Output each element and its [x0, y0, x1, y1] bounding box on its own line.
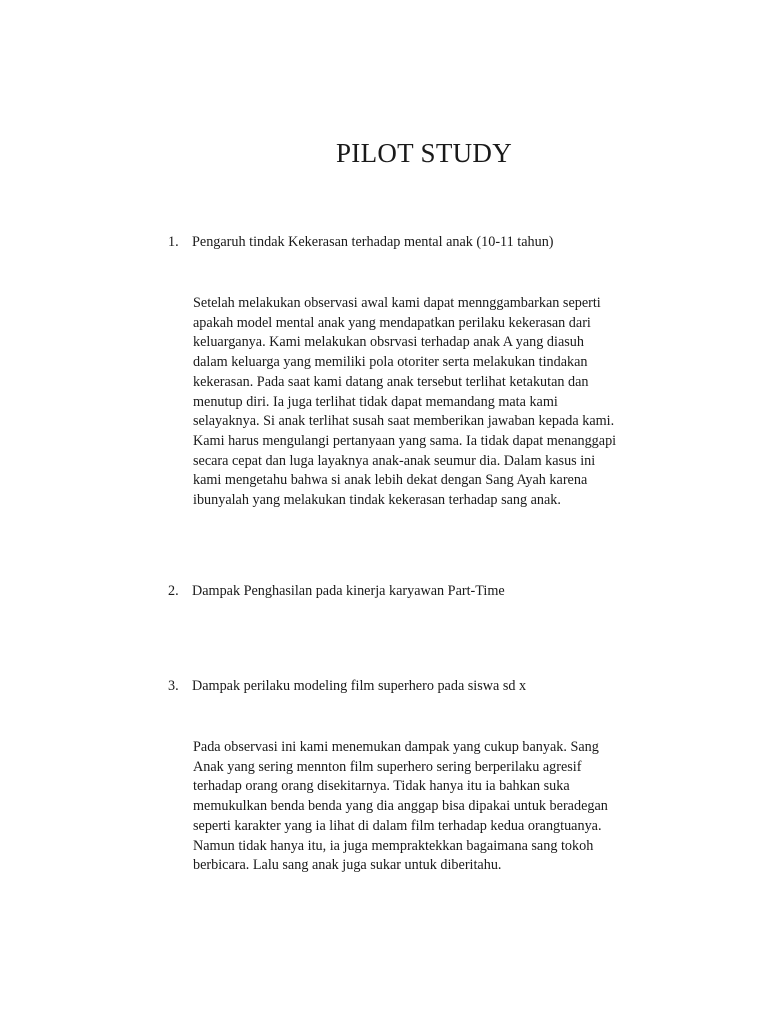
- list-item-2: [168, 582, 505, 602]
- paragraph-line: menutup diri. Ia juga terlihat tidak dapat memandang mata kami: [193, 393, 558, 410]
- section-1-paragraph: [193, 294, 663, 511]
- paragraph-line: terhadap orang orang disekitarnya. Tidak hanya itu ia bahkan suka: [193, 778, 570, 795]
- paragraph-line: secara cepat dan luga layaknya anak-anak seumur dia. Dalam kasus ini: [193, 452, 596, 469]
- paragraph-line: kami mengetahu bahwa si anak lebih dekat dengan Sang Ayah karena: [193, 472, 588, 489]
- paragraph-line: dalam keluarga yang memiliki pola otoriter serta melakukan tindakan: [193, 354, 588, 371]
- paragraph-line: Pada observasi ini kami menemukan dampak yang cukup banyak. Sang: [193, 739, 599, 755]
- list-item-heading: Dampak Penghasilan pada kinerja karyawan Part-Time: [192, 583, 505, 599]
- list-item-heading: Dampak perilaku modeling film superhero pada siswa sd x: [192, 678, 527, 694]
- paragraph-line: memukulkan benda benda yang dia anggap bisa dipakai untuk beradegan: [193, 798, 608, 815]
- paragraph-line: berbicara. Lalu sang anak juga sukar untuk diberitahu.: [193, 857, 502, 874]
- paragraph-line: selayaknya. Si anak terlihat susah saat memberikan jawaban kepada kami.: [193, 413, 615, 430]
- list-item-3: [168, 677, 526, 697]
- paragraph-line: keluarganya. Kami melakukan obsrvasi terhadap anak A yang diasuh: [193, 334, 584, 351]
- paragraph-line: Setelah melakukan observasi awal kami dapat mennggambarkan seperti: [193, 295, 601, 311]
- paragraph-line: seperti karakter yang ia lihat di dalam film terhadap kedua orangtuanya.: [193, 817, 602, 834]
- list-item-number: 2.: [168, 583, 179, 599]
- list-item-number: 3.: [168, 678, 179, 694]
- list-item-heading: Pengaruh tindak Kekerasan terhadap mental anak (10-11 tahun): [192, 234, 554, 250]
- list-item-1: [168, 233, 554, 253]
- section-3-paragraph: [193, 738, 663, 876]
- paragraph-line: apakah model mental anak yang mendapatkan perilaku kekerasan dari: [193, 314, 591, 331]
- paragraph-line: Namun tidak hanya itu, ia juga mempraktekkan bagaimana sang tokoh: [193, 837, 594, 854]
- list-item-number: 1.: [168, 234, 179, 250]
- paragraph-line: ibunyalah yang melakukan tindak kekerasan terhadap sang anak.: [193, 492, 561, 509]
- paragraph-line: kekerasan. Pada saat kami datang anak tersebut terlihat ketakutan dan: [193, 373, 589, 390]
- paragraph-line: Kami harus mengulangi pertanyaan yang sama. Ia tidak dapat menanggapi: [193, 432, 617, 449]
- page-title: PILOT STUDY: [335, 138, 513, 168]
- paragraph-line: Anak yang sering mennton film superhero sering berperilaku agresif: [193, 758, 582, 775]
